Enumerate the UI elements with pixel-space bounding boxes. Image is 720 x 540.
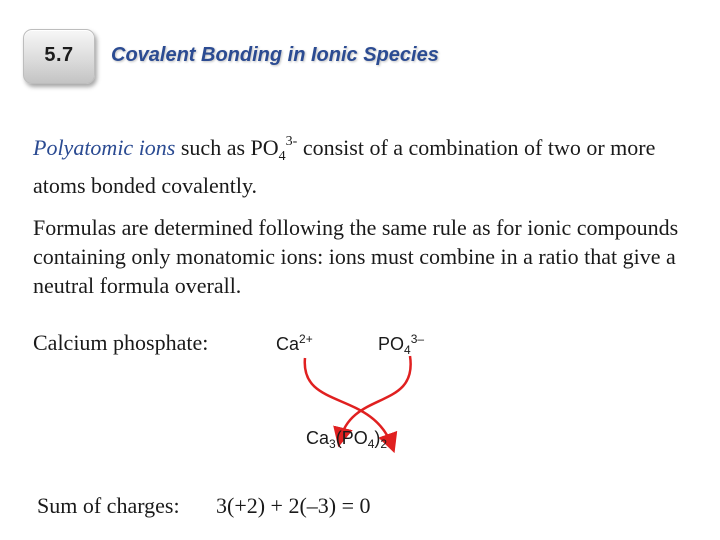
product-sub3: 2 [380,437,388,451]
product-formula [306,428,387,451]
slide-title: Covalent Bonding in Ionic Species [111,44,439,66]
term-polyatomic-ions: Polyatomic ions [33,135,176,160]
paragraph-formula-rule: Formulas are determined following the same rule as for ionic compounds containing only monatomic ions: ions must combine in a ratio that give a neutral formula overall. [33,215,679,298]
section-number: 5.7 [44,44,74,66]
cation-charge: 2+ [299,332,313,346]
sum-of-charges-equation: 3(+2) + 2(–3) = 0 [216,493,371,518]
product-part3: ) [374,428,381,448]
anion-subscript: 4 [404,343,411,357]
paragraph1-text-before-formula: such as PO [175,135,279,160]
example-label: Calcium phosphate: [33,330,209,355]
formula-subscript: 4 [278,149,286,164]
cation-symbol: Ca [276,334,300,354]
anion-charge: 3– [410,332,425,346]
sum-of-charges-label: Sum of charges: [37,493,180,518]
anion-symbol: PO [378,334,405,354]
product-part2: (PO [335,428,368,448]
formula-superscript: 3- [285,134,298,149]
paragraph1-text-after: consist of a combination of two or more atoms bonded covalently. [33,135,656,198]
product-sub2: 4 [367,437,375,451]
product-sub1: 3 [329,437,336,451]
product-part1: Ca [306,428,330,448]
